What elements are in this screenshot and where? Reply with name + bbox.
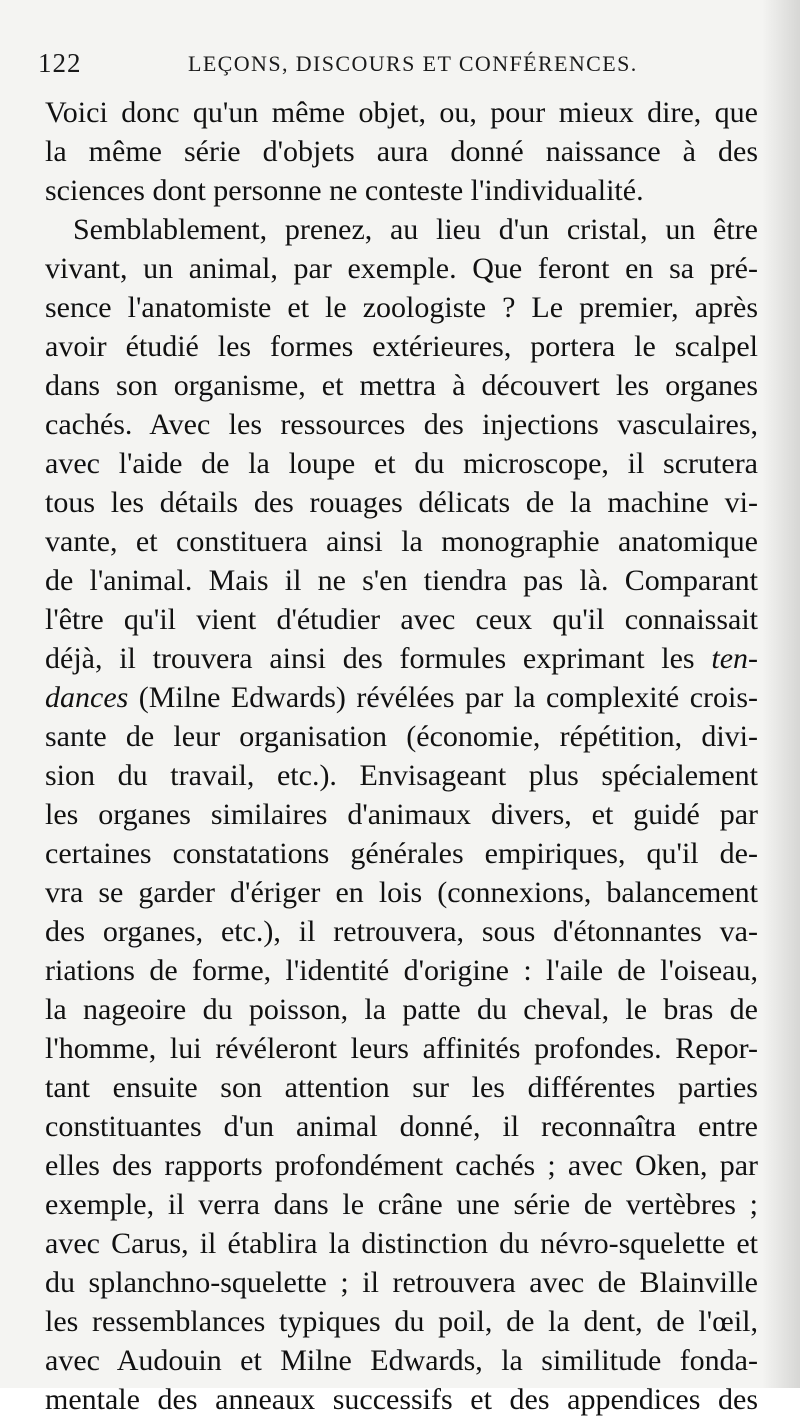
page-header [38, 48, 753, 88]
line-roman-part: (Milne Edwards) révélées par la complexité crois- [128, 681, 758, 714]
text-line: avec l'aide de la loupe et du microscope, il scrutera [45, 447, 758, 480]
text-line: mentale des anneaux successifs et des appendices des [45, 1383, 758, 1416]
text-line [45, 678, 758, 717]
text-line: les organes similaires d'animaux divers, et guidé par [45, 798, 758, 831]
text-line: les ressemblances typiques du poil, de la dent, de l'œil, [45, 1305, 758, 1338]
text-line: sciences dont personne ne conteste l'individualité. [45, 174, 644, 207]
text-line [45, 639, 758, 678]
text-line: certaines constatations générales empiriques, qu'il de- [45, 837, 758, 870]
page-edge-shadow [762, 0, 800, 1388]
text-line: la même série d'objets aura donné naissance à des [45, 135, 758, 168]
text-line: sion du travail, etc.). Envisageant plus spécialement [45, 759, 758, 792]
page-number: 122 [38, 48, 82, 78]
text-line: tous les détails des rouages délicats de la machine vi- [45, 486, 758, 519]
text-line: l'être qu'il vient d'étudier avec ceux qu'il connaissait [45, 603, 758, 636]
text-line: avec Audouin et Milne Edwards, la similitude fonda- [45, 1344, 758, 1377]
text-line: de l'animal. Mais il ne s'en tiendra pas là. Comparant [45, 564, 758, 597]
text-line: elles des rapports profondément cachés ; avec Oken, par [45, 1149, 758, 1182]
text-line: vivant, un animal, par exemple. Que feront en sa pré- [45, 252, 758, 285]
text-line: vante, et constituera ainsi la monographie anatomique [45, 525, 758, 558]
text-line: sence l'anatomiste et le zoologiste ? Le premier, après [45, 291, 758, 324]
text-line: Semblablement, prenez, au lieu d'un cristal, un être [73, 213, 758, 246]
text-line: des organes, etc.), il retrouvera, sous d'étonnantes va- [45, 915, 758, 948]
text-line: sante de leur organisation (économie, répétition, divi- [45, 720, 758, 753]
text-line: riations de forme, l'identité d'origine : l'aile de l'oiseau, [45, 954, 758, 987]
text-line: cachés. Avec les ressources des injections vasculaires, [45, 408, 758, 441]
italic-word: dances [45, 681, 129, 714]
text-line: avoir étudié les formes extérieures, portera le scalpel [45, 330, 758, 363]
running-head: LEÇONS, DISCOURS ET CONFÉRENCES. [188, 51, 638, 76]
text-line: du splanchno-squelette ; il retrouvera avec de Blainville [45, 1266, 758, 1299]
text-line: Voici donc qu'un même objet, ou, pour mieux dire, que [45, 96, 758, 129]
text-line: tant ensuite son attention sur les différentes parties [45, 1071, 758, 1104]
text-line: avec Carus, il établira la distinction du névro-squelette et [45, 1227, 758, 1260]
text-line: constituantes d'un animal donné, il reconnaîtra entre [45, 1110, 758, 1143]
text-line: l'homme, lui révéleront leurs affinités profondes. Repor- [45, 1032, 758, 1065]
italic-word: ten- [711, 642, 758, 675]
text-line: vra se garder d'ériger en lois (connexions, balancement [45, 876, 758, 909]
text-line: exemple, il verra dans le crâne une série de vertèbres ; [45, 1188, 758, 1221]
body-text [45, 93, 758, 1419]
text-line: dans son organisme, et mettra à découvert les organes [45, 369, 758, 402]
line-roman-part: déjà, il trouvera ainsi des formules exprimant les [45, 642, 712, 675]
text-line: la nageoire du poisson, la patte du cheval, le bras de [45, 993, 758, 1026]
